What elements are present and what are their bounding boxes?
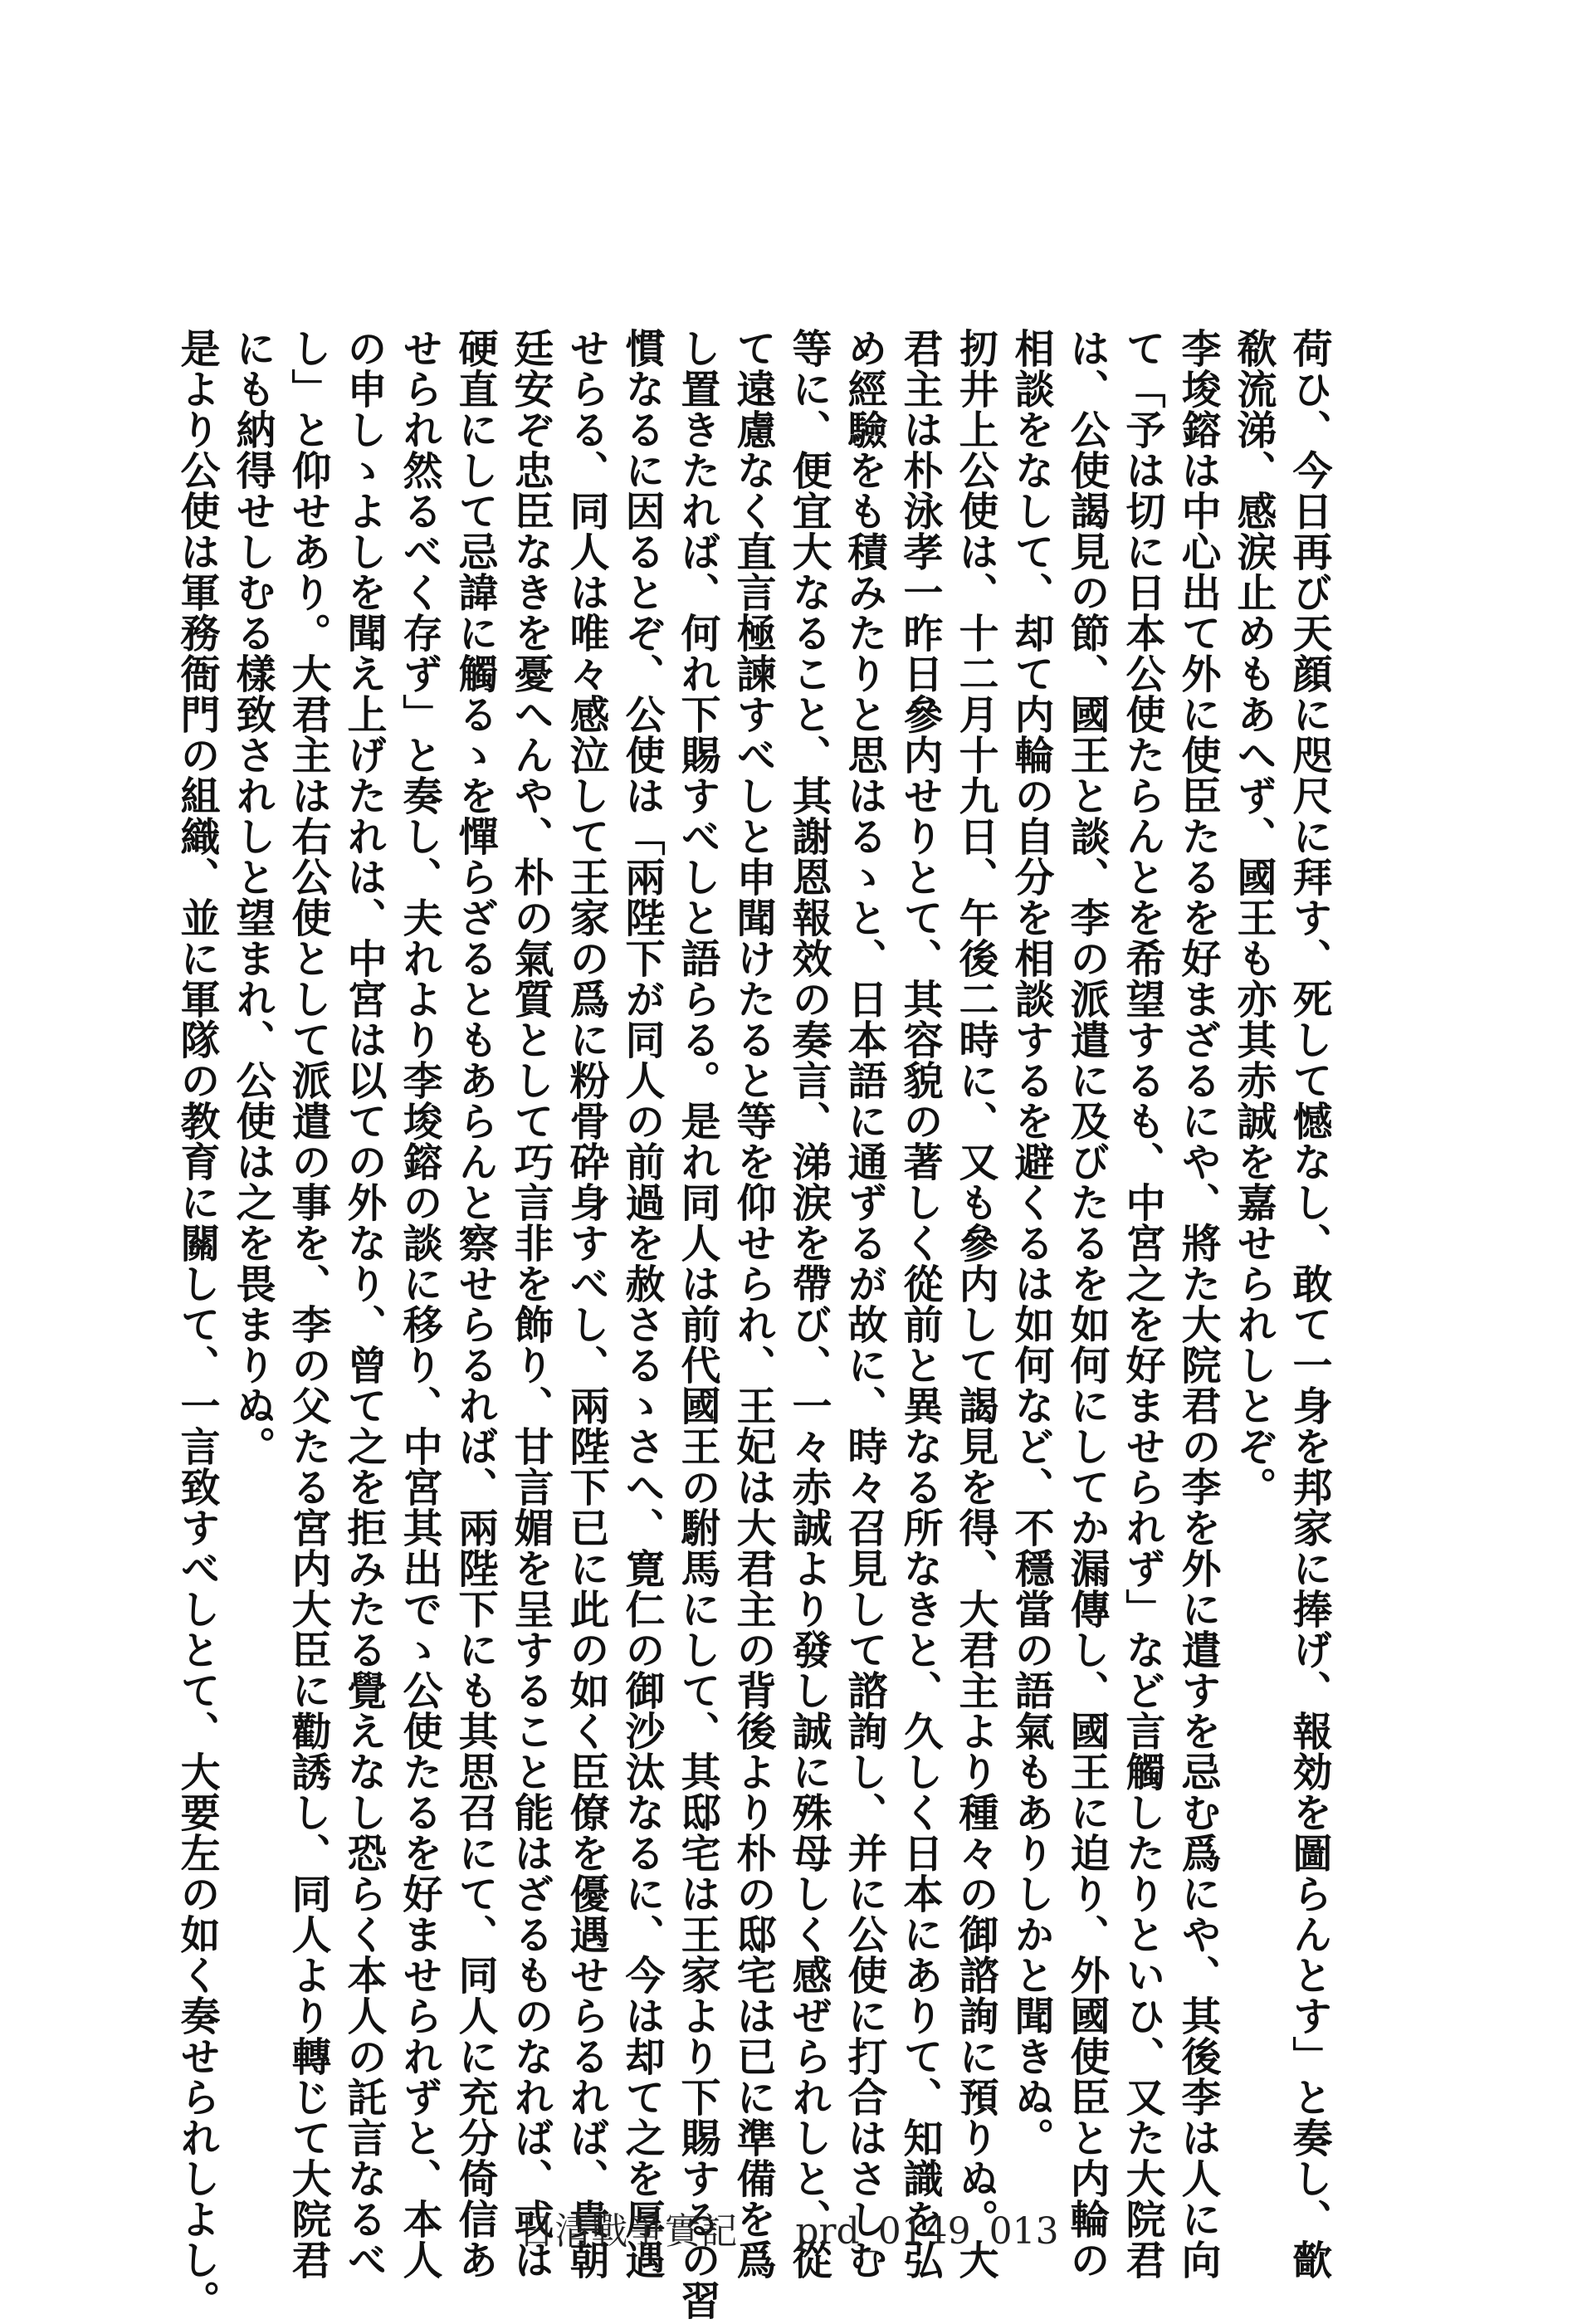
page-footer bbox=[0, 2201, 1577, 2254]
text-column: て遠慮なく直言極諫すべしと申聞けたると等を仰せられ、王妃は大君主の背後より朴の邸宅は已に準備を爲 bbox=[730, 328, 776, 2280]
text-column: せらる、同人は唯々感泣して王家の爲に粉骨砕身すべし、兩陛下已に此の如く臣僚を優遇せらるれば、貴朝 bbox=[563, 328, 609, 2280]
text-column: 荷ひ、今日再び天顔に咫尺に拜す、死して憾なし、敢て一身を邦家に捧げ、報効を圖らんとす」と奏し、㱇 bbox=[1286, 328, 1332, 2280]
text-column: せられ然るべく存ず」と奏し、夫れより李埈鎔の談に移り、中宮其出でゝ公使たるを好ませられずと、本人 bbox=[396, 328, 442, 2280]
text-column: 君主は朴泳孝一昨日參内せりとて、其容貌の著しく從前と異なる所なきと、久しく日本にありて、知識を弘 bbox=[896, 328, 943, 2280]
footer-title: 日清戰爭實記 bbox=[518, 2210, 738, 2253]
text-column: 硬直にして忌諱に觸るゝを憚らざるともあらんと察せらるれば、兩陛下にも其思召にて、同人に充分倚信あ bbox=[452, 328, 498, 2280]
text-column: め經驗をも積みたりと思はるゝと、日本語に通ずるが故に、時々召見して諮詢し、并に公使に打合はさしむ bbox=[841, 328, 887, 2280]
text-column: て「予は切に日本公使たらんとを希望するも、中宮之を好ませられず」など言觸したりといひ、又た大院君 bbox=[1119, 328, 1165, 2280]
text-column: の申しゝよしを聞え上げたれは、中宮は以ての外なり、曾て之を拒みたる覺えなし恐らく本人の託言なるべ bbox=[340, 328, 387, 2280]
text-column: 扨井上公使は、十二月十九日、午後二時に、又も參内して謁見を得、大君主より種々の御諮詢に預りぬ。大 bbox=[952, 328, 998, 2280]
text-column: 等に、便宜大なること、其謝恩報效の奏言、涕涙を帶び、一々赤誠より發し誠に殊母しく感ぜられしと、從 bbox=[785, 328, 832, 2280]
footer-id: prd_0149_013 bbox=[795, 2210, 1059, 2253]
text-column: 是より公使は軍務衙門の組織、並に軍隊の教育に關して、一言致すべしとて、大要左の如く奏せられしよし。 bbox=[173, 328, 220, 2321]
text-column: 廷安ぞ忠臣なきを憂へんや、朴の氣質として巧言非を飾り、甘言媚を呈すること能はざるものなれば、或は bbox=[507, 328, 554, 2280]
text-column: 李埈鎔は中心出て外に使臣たるを好まざるにや、將た大院君の李を外に遣すを忌む爲にや、其後李は人に向 bbox=[1174, 328, 1221, 2280]
text-column: 欷流涕、感涙止めもあへず、國王も亦其赤誠を嘉せられしとぞ。 bbox=[1230, 328, 1277, 1507]
text-column: 相談をなして、却て内輪の自分を相談するを避くるは如何など、不穩當の語氣もありしかと聞きぬ。 bbox=[1008, 328, 1054, 2158]
text-column: 慣なるに因るとぞ、公使は「兩陛下が同人の前過を赦さるゝさへ、寛仁の御沙汰なるに、今は却て之を厚遇 bbox=[618, 328, 665, 2280]
text-column: にも納得せしむる樣致されしと望まれ、公使は之を畏まりぬ。 bbox=[229, 328, 276, 1467]
text-column: し置きたれば、何れ下賜すべしと語らる。是れ同人は前代國王の駙馬にして、其邸宅は王家より下賜するの習 bbox=[674, 328, 720, 2321]
text-column: し」と仰せあり。大君主は右公使として派遣の事を、李の父たる宮内大臣に勸誘し、同人より轉じて大院君 bbox=[285, 328, 331, 2280]
text-column: は、公使謁見の節、國王と談、李の派遣に及びたるを如何にしてか漏傳し、國王に迫り、外國使臣と内輪の bbox=[1063, 328, 1110, 2280]
